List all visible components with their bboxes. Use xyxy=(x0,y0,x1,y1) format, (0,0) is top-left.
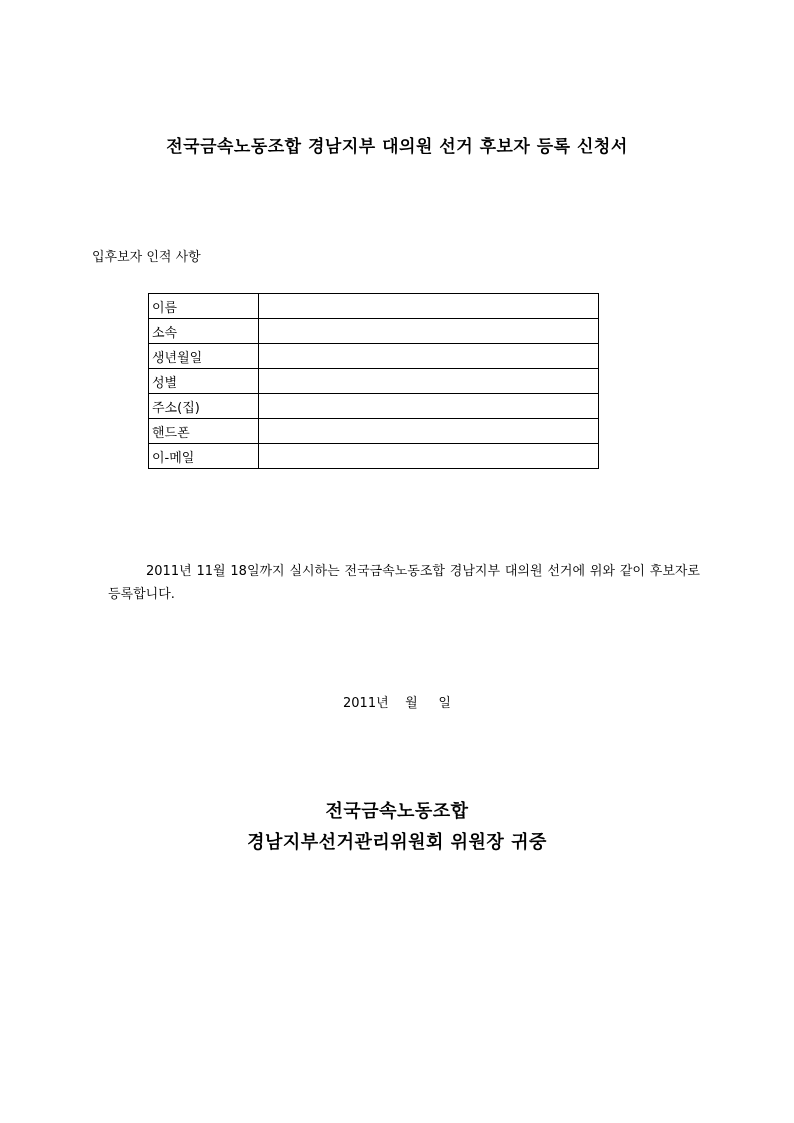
addressee-union: 전국금속노동조합 xyxy=(325,801,469,822)
registration-statement: 2011년 11월 18일까지 실시하는 전국금속노동조합 경남지부 대의원 선거에 위와 같이 후보자로 등록합니다. xyxy=(108,564,700,602)
field-label-address: 주소(집) xyxy=(149,394,259,419)
candidate-info-table xyxy=(148,293,599,469)
field-label-name: 이름 xyxy=(149,294,259,319)
section-label: 입후보자 인적 사항 xyxy=(92,250,201,265)
field-value-affiliation[interactable] xyxy=(259,319,599,344)
field-value-email[interactable] xyxy=(259,444,599,469)
field-label-affiliation: 소속 xyxy=(149,319,259,344)
table-row xyxy=(149,444,599,469)
addressee-committee: 경남지부선거관리위원회 위원장 귀중 xyxy=(247,832,547,853)
field-value-gender[interactable] xyxy=(259,369,599,394)
field-label-gender: 성별 xyxy=(149,369,259,394)
table-row xyxy=(149,394,599,419)
field-label-phone: 핸드폰 xyxy=(149,419,259,444)
table-row xyxy=(149,294,599,319)
document-title: 전국금속노동조합 경남지부 대의원 선거 후보자 등록 신청서 xyxy=(166,137,628,157)
table-row xyxy=(149,419,599,444)
field-value-address[interactable] xyxy=(259,394,599,419)
table-row xyxy=(149,344,599,369)
field-label-birthdate: 생년월일 xyxy=(149,344,259,369)
date-line: 2011년 월 일 xyxy=(343,696,451,711)
table-row xyxy=(149,319,599,344)
field-label-email: 이-메일 xyxy=(149,444,259,469)
table-row xyxy=(149,369,599,394)
field-value-phone[interactable] xyxy=(259,419,599,444)
field-value-birthdate[interactable] xyxy=(259,344,599,369)
field-value-name[interactable] xyxy=(259,294,599,319)
